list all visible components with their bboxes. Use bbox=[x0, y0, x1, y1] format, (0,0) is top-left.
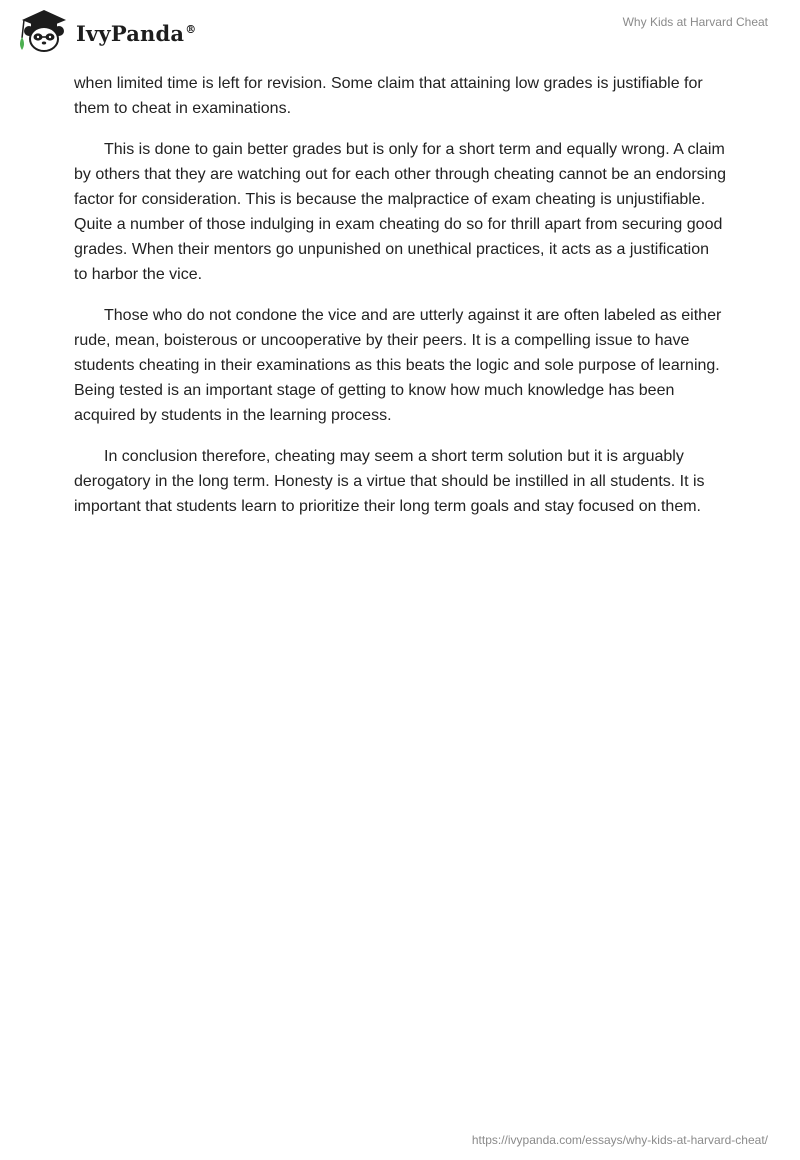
essay-body bbox=[74, 71, 726, 535]
ivypanda-logo[interactable] bbox=[14, 8, 196, 54]
paragraph: Those who do not condone the vice and are utterly against it are often labeled as either rude, mean, boisterous or uncooperative by their peers. It is a compelling issue to have students cheating in their examinations as this beats the logic and sole purpose of learning. Being tested is an important stage of getting to know how much knowledge has been acquired by students in the learning process. bbox=[74, 307, 722, 424]
paragraph: In conclusion therefore, cheating may seem a short term solution but it is arguably derogatory in the long term. Honesty is a virtue that should be instilled in all students. It is important that students learn to prioritize their long term goals and stay focused on them. bbox=[74, 448, 705, 515]
source-url-link[interactable]: https://ivypanda.com/essays/why-kids-at-harvard-cheat/ bbox=[471, 1133, 768, 1147]
brand-name: IvyPanda® bbox=[76, 20, 197, 46]
page-header bbox=[0, 0, 800, 70]
panda-graduate-icon bbox=[14, 8, 74, 54]
registered-mark: ® bbox=[185, 22, 197, 36]
document-title: Why Kids at Harvard Cheat bbox=[622, 15, 768, 29]
paragraph: This is done to gain better grades but is only for a short term and equally wrong. A claim by others that they are watching out for each other through cheating cannot be an endorsing factor for consideration. This is because the malpractice of exam cheating is unjustifiable. Quite a number of those indulging in exam cheating do so for thrill apart from securing good grades. When their mentors go unpunished on unethical practices, it acts as a justification to harbor the vice. bbox=[74, 141, 726, 283]
paragraph: when limited time is left for revision. Some claim that attaining low grades is justifiable for them to cheat in examinations. bbox=[74, 75, 703, 117]
